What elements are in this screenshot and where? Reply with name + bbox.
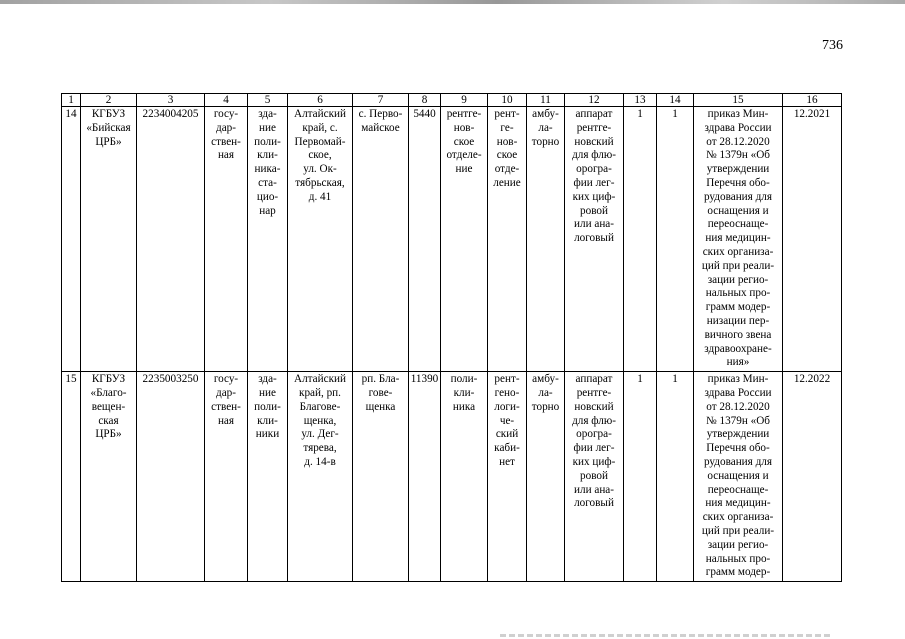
column-number: 6 [288, 94, 353, 107]
care-type-cell: амбу- ла- торно [527, 107, 565, 372]
population-cell: 11390 [409, 372, 441, 582]
column-number: 8 [409, 94, 441, 107]
settlement-cell: рп. Бла- гове- щенка [353, 372, 409, 582]
quantity-cell: 1 [657, 107, 694, 372]
row-number: 15 [62, 372, 81, 582]
quantity-cell: 1 [624, 372, 657, 582]
column-number: 5 [248, 94, 288, 107]
scan-edge-top [0, 0, 905, 4]
basis-cell: приказ Мин- здрава России от 28.12.2020 № 1379н «Об утверждении Перечня обо- рудования для оснащения и переоснаще- ния медицин- ских организа- ций при реали- зации регио- нальных про- грамм модер- [694, 372, 783, 582]
table-row [62, 372, 842, 582]
population-cell: 5440 [409, 107, 441, 372]
quantity-cell: 1 [624, 107, 657, 372]
building-cell: зда- ние поли- кли- ника- ста- цио- нар [248, 107, 288, 372]
basis-cell: приказ Мин- здрава России от 28.12.2020 № 1379н «Об утверждении Перечня обо- рудования для оснащения и переоснаще- ния медицин- ских организа- ций при реали- зации регио- нальных про- грамм модер- низации пер- вичного звена здравоохране- ния» [694, 107, 783, 372]
equipment-cell: аппарат рентге- новский для флю- орогра- фии лег- ких циф- ровой или ана- логовый [565, 372, 624, 582]
column-number: 9 [441, 94, 488, 107]
equipment-cell: аппарат рентге- новский для флю- орогра- фии лег- ких циф- ровой или ана- логовый [565, 107, 624, 372]
column-number: 14 [657, 94, 694, 107]
column-number: 10 [488, 94, 527, 107]
column-number: 3 [137, 94, 205, 107]
department-cell: рент- гено- логи- че- ский каби- нет [488, 372, 527, 582]
date-cell: 12.2022 [783, 372, 842, 582]
organization-cell: КГБУЗ «Бийская ЦРБ» [81, 107, 137, 372]
column-number: 1 [62, 94, 81, 107]
settlement-cell: с. Перво- майское [353, 107, 409, 372]
column-number: 16 [783, 94, 842, 107]
unit-cell: поли- кли- ника [441, 372, 488, 582]
organization-cell: КГБУЗ «Благо- вещен- ская ЦРБ» [81, 372, 137, 582]
date-cell: 12.2021 [783, 107, 842, 372]
page-number: 736 [822, 38, 843, 53]
inn-cell: 2234004205 [137, 107, 205, 372]
row-number: 14 [62, 107, 81, 372]
column-number: 12 [565, 94, 624, 107]
address-cell: Алтайский край, с. Первомай- ское, ул. Ок- тябрьская, д. 41 [288, 107, 353, 372]
ownership-cell: госу- дар- ствен- ная [205, 372, 248, 582]
scan-edge-bottom [500, 634, 830, 637]
unit-cell: рентге- нов- ское отделе- ние [441, 107, 488, 372]
register-table [61, 93, 842, 582]
quantity-cell: 1 [657, 372, 694, 582]
address-cell: Алтайский край, рп. Благове- щенка, ул. Дег- тярева, д. 14-в [288, 372, 353, 582]
department-cell: рент- ге- нов- ское отде- ление [488, 107, 527, 372]
column-number: 2 [81, 94, 137, 107]
column-number: 13 [624, 94, 657, 107]
column-number: 15 [694, 94, 783, 107]
column-number: 11 [527, 94, 565, 107]
ownership-cell: госу- дар- ствен- ная [205, 107, 248, 372]
column-number-row [62, 94, 842, 107]
care-type-cell: амбу- ла- торно [527, 372, 565, 582]
table-row [62, 107, 842, 372]
inn-cell: 2235003250 [137, 372, 205, 582]
building-cell: зда- ние поли- кли- ники [248, 372, 288, 582]
column-number: 4 [205, 94, 248, 107]
column-number: 7 [353, 94, 409, 107]
